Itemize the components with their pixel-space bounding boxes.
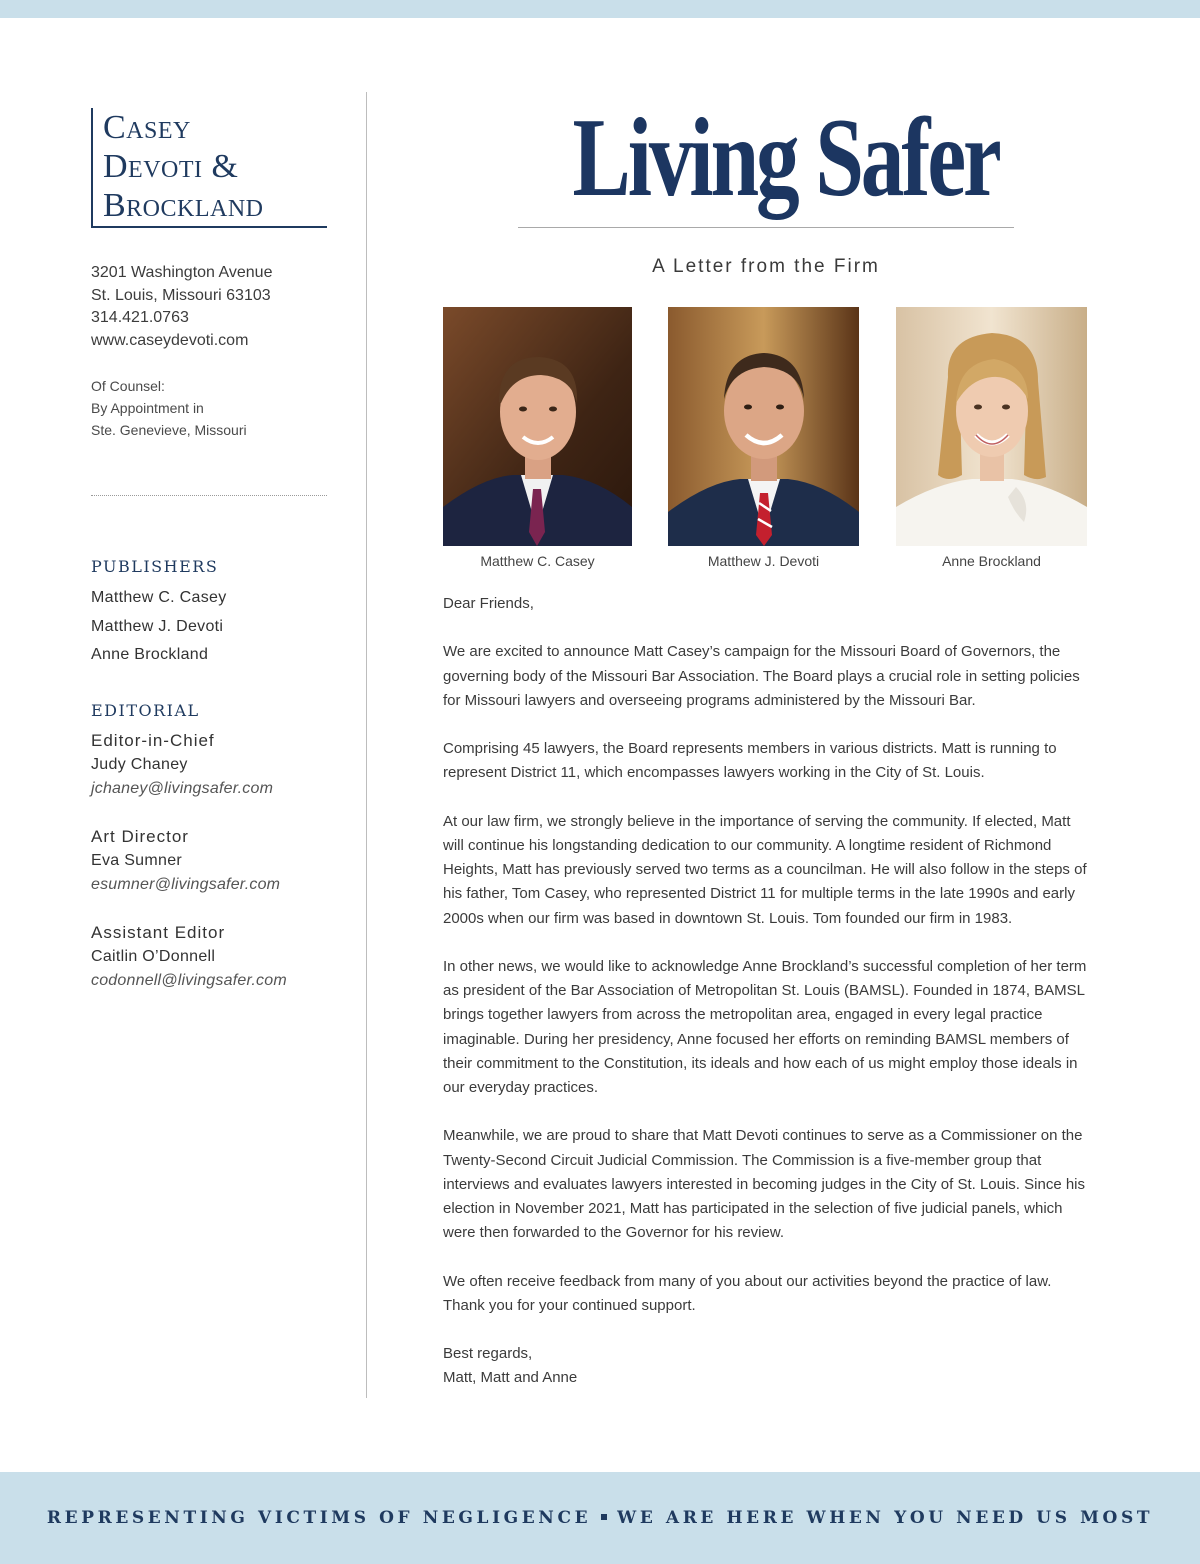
staff-role: Art Director — [91, 827, 189, 846]
address-street: 3201 Washington Avenue — [91, 264, 273, 281]
portrait-matthew-casey — [443, 307, 632, 546]
publishers-heading: PUBLISHERS — [91, 557, 219, 576]
sidebar-dotted-divider — [91, 495, 327, 496]
art-director-block — [91, 825, 280, 897]
counsel-line-1: Of Counsel: — [91, 378, 165, 394]
letter-greeting: Dear Friends, — [443, 595, 534, 612]
staff-name: Eva Sumner — [91, 852, 183, 869]
publishers-list — [91, 584, 227, 670]
tagline-right: WE ARE HERE WHEN YOU NEED US MOST — [617, 1508, 1154, 1528]
logo-line-2: Devoti & — [103, 148, 239, 185]
staff-role: Editor-in-Chief — [91, 731, 215, 750]
letter-paragraph: At our law firm, we strongly believe in the importance of serving the community. If elected, Matt will continue his longstanding dedication to our community. A longtime resident of Richmond Heights, Matt has previously served two terms as a councilman. He will also follow in the steps of his father, Tom Casey, who represented District 11 for multiple terms in the late 1990s and early 2000s when our firm was based in downtown St. Louis. Tom founded our firm in 1983. — [443, 812, 1087, 927]
staff-name: Judy Chaney — [91, 756, 188, 773]
letter-paragraph: Meanwhile, we are proud to share that Matt Devoti continues to serve as a Commissioner on the Twenty-Second Circuit Judicial Commission. The Commission is a five-member group that interviews and evaluates lawyers interested in becoming judges in the City of St. Louis. Since his election in November 2021, Matt has participated in the selection of five judicial panels, which were then forwarded to the Governor for his review. — [443, 1127, 1086, 1242]
staff-role: Assistant Editor — [91, 923, 226, 942]
letter-signature: Matt, Matt and Anne — [443, 1369, 578, 1387]
column-divider — [366, 92, 367, 1398]
square-bullet-icon — [601, 1514, 607, 1520]
masthead-title: Living Safer — [572, 96, 999, 220]
logo-line-1: Casey — [103, 109, 191, 146]
letter-paragraph: Comprising 45 lawyers, the Board represents members in various districts. Matt is running to represent District 11, which encompasses lawyers working in the City of St. Louis. — [443, 740, 1057, 782]
of-counsel — [91, 375, 247, 441]
portrait-matthew-devoti — [668, 307, 859, 546]
masthead-subtitle: A Letter from the Firm — [652, 256, 880, 277]
photo-caption: Matthew J. Devoti — [707, 553, 820, 569]
staff-email[interactable]: codonnell@livingsafer.com — [91, 972, 287, 989]
staff-email[interactable]: jchaney@livingsafer.com — [91, 780, 274, 797]
top-band — [0, 0, 1200, 18]
assistant-editor-block — [91, 921, 287, 993]
staff-name: Caitlin O’Donnell — [91, 948, 216, 965]
counsel-line-3: Ste. Genevieve, Missouri — [91, 422, 247, 438]
address-phone: 314.421.0763 — [91, 309, 189, 326]
publisher-name: Anne Brockland — [91, 646, 209, 663]
publisher-name: Matthew J. Devoti — [91, 617, 224, 635]
footer-tagline — [0, 1508, 1200, 1528]
tagline-left: REPRESENTING VICTIMS OF NEGLIGENCE — [46, 1508, 592, 1528]
photo-caption: Anne Brockland — [942, 553, 1041, 569]
address-website[interactable]: www.caseydevoti.com — [91, 331, 249, 349]
letter-closing: Best regards, — [443, 1345, 533, 1363]
letter-paragraph: We are excited to announce Matt Casey’s campaign for the Missouri Board of Governors, the governing body of the Missouri Bar Association. The Board plays a crucial role in setting policies for Missouri lawyers and overseeing programs administered by the Missouri Bar. — [443, 643, 1080, 709]
letter-paragraph: In other news, we would like to acknowledge Anne Brockland’s successful completion of her term as president of the Bar Association of Metropolitan St. Louis (BAMSL). Founded in 1874, BAMSL brings together lawyers from across the metropolitan area, engaged in every legal practice imaginable. During her presidency, Anne focused her efforts on reminding BAMSL members of their commitment to the Constitution, its ideals and how each of us might employ those ideals in our everyday practices. — [443, 957, 1087, 1096]
photo-caption: Matthew C. Casey — [480, 553, 595, 569]
firm-logo — [91, 108, 327, 228]
logo-line-3: Brockland — [103, 187, 264, 224]
address-city: St. Louis, Missouri 63103 — [91, 286, 271, 304]
letter-body — [443, 592, 1093, 1391]
editor-in-chief-block — [91, 729, 273, 801]
counsel-line-2: By Appointment in — [91, 400, 204, 416]
portrait-anne-brockland — [896, 307, 1087, 546]
firm-address — [91, 262, 272, 352]
staff-email[interactable]: esumner@livingsafer.com — [91, 876, 281, 893]
editorial-heading: EDITORIAL — [91, 701, 200, 720]
masthead-rule — [518, 227, 1014, 228]
letter-paragraph: We often receive feedback from many of you about our activities beyond the practice of law. Thank you for your continued support. — [443, 1272, 1052, 1314]
publisher-name: Matthew C. Casey — [91, 589, 227, 606]
